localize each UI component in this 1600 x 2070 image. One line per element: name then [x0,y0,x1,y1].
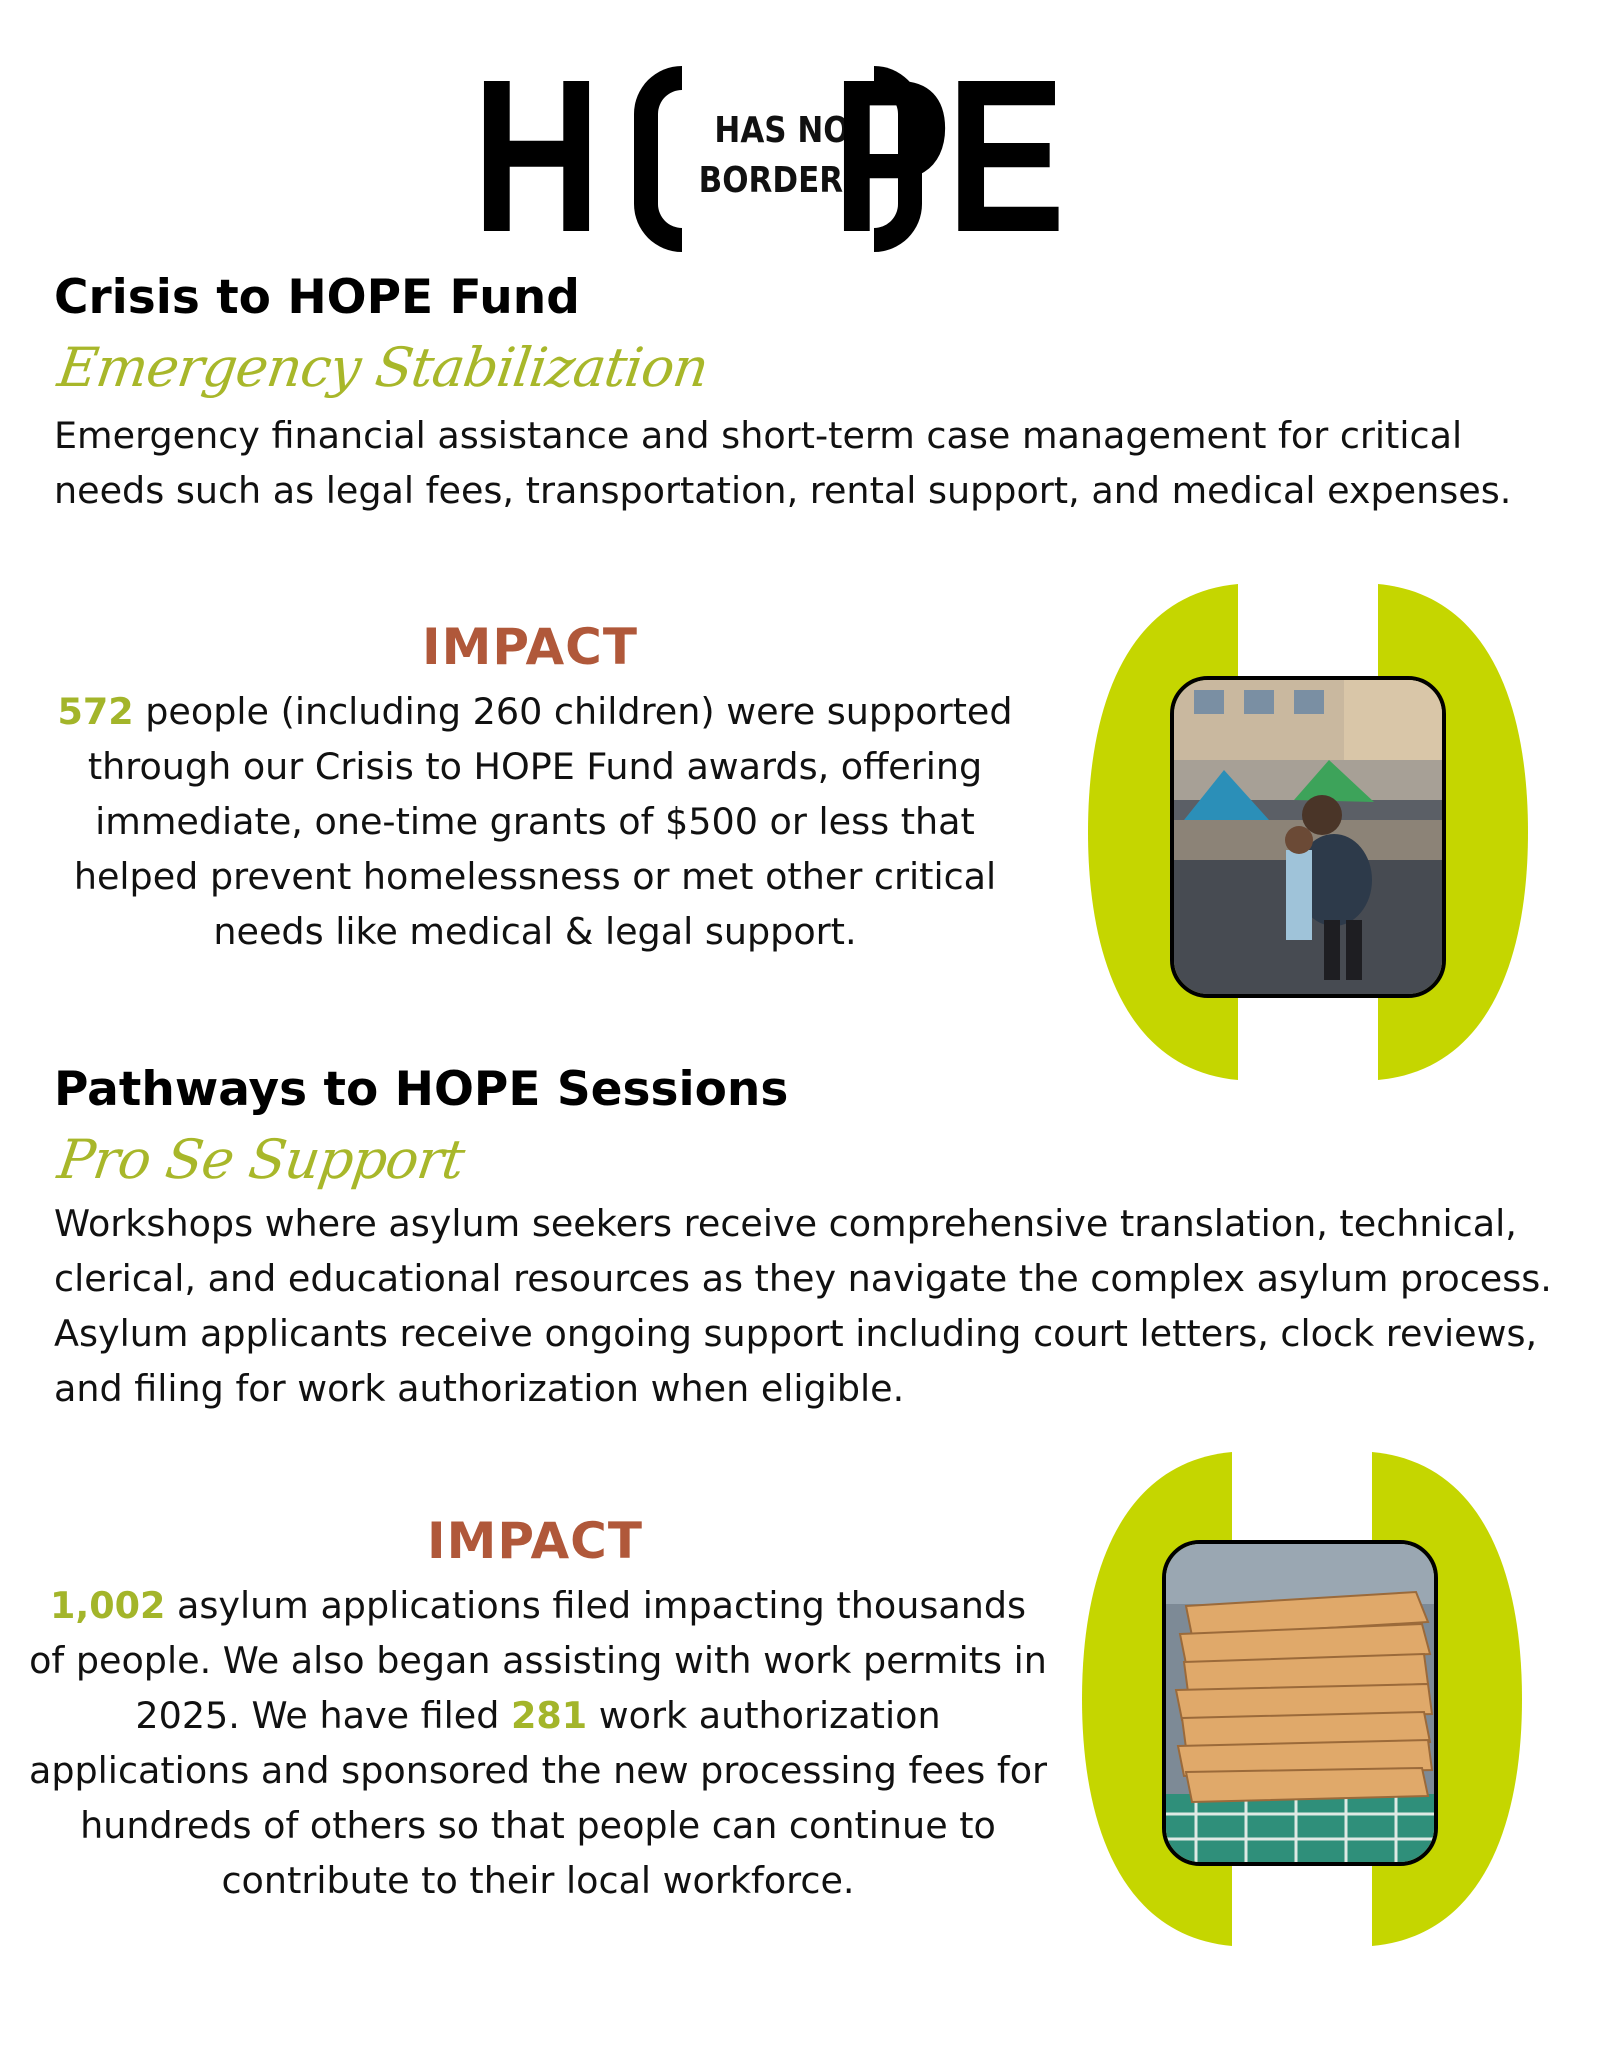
encampment-photo [1170,676,1446,998]
section2-body: Workshops where asylum seekers receive comprehensive translation, technical, clerical, and educational resources as they navigate the complex asylum process. Asylum applicants receive ongoing support including court letters, clock reviews, and filing for work authorization when eligible. [54,1202,1552,1410]
section2-impact-number-2: 281 [511,1694,588,1737]
section1-title: Crisis to HOPE Fund [54,270,580,325]
envelope-stack-photo [1162,1540,1438,1866]
logo-tagline-line1: HAS NO [714,110,850,151]
section2-subtitle: Pro Se Support [54,1128,468,1191]
section2-title: Pathways to HOPE Sessions [54,1062,789,1117]
section1-photo-frame [1088,584,1528,1080]
section1-impact-body: people (including 260 children) were supported through our Crisis to HOPE Fund awards, offering immediate, one-time grants of $500 or less that helped prevent homelessness or met other critical needs like medical & legal support. [73,690,1013,953]
section2-impact-body-2: work authorization applications and sponsored the new processing fees for hundreds of others so that people can continue to contribute to their local workforce. [28,1694,1048,1902]
logo-left-letters: H [472,35,597,278]
section2-impact-text [28,1578,1048,1908]
section1-subtitle: Emergency Stabilization [54,336,712,399]
section1-body: Emergency financial assistance and short-term case management for critical needs such as legal fees, transportation, rental support, and medical expenses. [54,414,1512,512]
hope-has-no-borders-logo [472,35,1122,278]
section1-impact-heading: IMPACT [422,618,638,676]
section2-impact-number-1: 1,002 [49,1584,166,1627]
section1-impact-text [40,684,1030,959]
section2-photo-frame [1082,1452,1522,1946]
section1-impact-number: 572 [57,690,134,733]
logo-tagline-line2: BORDERS [698,160,866,201]
section2-impact-body-1: asylum applications filed impacting thousands of people. We also began assisting with work permits in 2025. We have filed [29,1584,1047,1737]
section2-impact-heading: IMPACT [427,1512,643,1570]
logo-right-letters: PE [832,35,1061,278]
logo-left-paren [634,66,682,252]
